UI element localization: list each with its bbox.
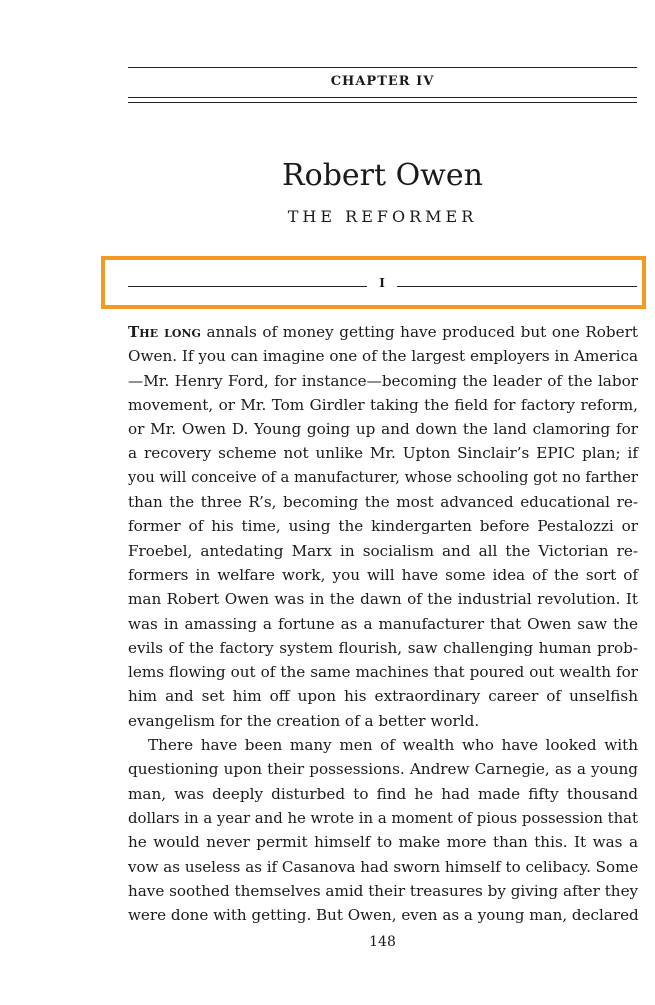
text-line: formers in welfare work, you will have some idea of the sort of bbox=[128, 565, 638, 584]
text-line: vow as useless as if Casanova had sworn himself to celibacy. Some bbox=[128, 857, 639, 876]
paragraph-2 bbox=[128, 733, 638, 927]
text-line: Owen. If you can imagine one of the largest employers in America bbox=[128, 347, 639, 366]
text-line: he would never permit himself to make more than this. It was a bbox=[128, 833, 638, 852]
text-line: former of his time, using the kindergarten before Pestalozzi or bbox=[128, 517, 638, 536]
text-line: lems flowing out of the same machines that poured out wealth for bbox=[128, 663, 638, 682]
text-line: was in amassing a fortune as a manufacturer that Owen saw the bbox=[128, 614, 638, 633]
text-line: you will conceive of a manufacturer, whose schooling got no farther bbox=[128, 468, 638, 486]
running-head: CHAPTER IV bbox=[330, 74, 435, 89]
chapter-subtitle: THE REFORMER bbox=[287, 207, 478, 226]
section-number: I bbox=[379, 276, 385, 290]
paragraph-1 bbox=[128, 320, 638, 733]
text-line: a recovery scheme not unlike Mr. Upton Sinclair’s EPIC plan; if bbox=[128, 444, 638, 463]
text-line: have soothed themselves amid their treasures by giving after they bbox=[128, 881, 639, 900]
chapter-title: Robert Owen bbox=[282, 158, 483, 193]
text-line: dollars in a year and he wrote in a moment of pious possession that bbox=[128, 808, 639, 827]
text-line: evangelism for the creation of a better world. bbox=[128, 711, 480, 730]
text-line-content: annals of money getting have produced but one Robert bbox=[200, 323, 638, 341]
header-bottom-rule-1 bbox=[128, 97, 637, 98]
header-bottom-rule-2 bbox=[128, 102, 637, 103]
section-divider-right bbox=[397, 286, 637, 287]
header-top-rule bbox=[128, 67, 637, 68]
text-line: man, was deeply disturbed to find he had made fifty thousand bbox=[128, 784, 638, 803]
text-line: man Robert Owen was in the dawn of the industrial revolution. It bbox=[128, 590, 638, 609]
text-line: movement, or Mr. Tom Girdler taking the field for factory reform, bbox=[128, 395, 638, 414]
text-line: were done with getting. But Owen, even as a young man, declared bbox=[128, 906, 639, 925]
text-line: —Mr. Henry Ford, for instance—becoming the leader of the labor bbox=[128, 371, 638, 390]
opening-small-caps: The long bbox=[128, 323, 201, 341]
text-line: Froebel, antedating Marx in socialism and all the Victorian re- bbox=[128, 541, 638, 560]
body-text bbox=[128, 320, 638, 927]
page-number: 148 bbox=[369, 934, 396, 950]
text-line: than the three R’s, becoming the most advanced educational re- bbox=[128, 493, 638, 512]
text-line: or Mr. Owen D. Young going up and down the land clamoring for bbox=[128, 420, 638, 439]
text-line: questioning upon their possessions. Andrew Carnegie, as a young bbox=[128, 760, 638, 779]
text-line: him and set him off upon his extraordinary career of unselfish bbox=[128, 687, 638, 706]
text-line: There have been many men of wealth who have looked with bbox=[148, 736, 638, 755]
text-line: evils of the factory system flourish, saw challenging human prob- bbox=[128, 638, 638, 657]
text-line bbox=[128, 320, 638, 344]
section-divider-left bbox=[128, 286, 367, 287]
